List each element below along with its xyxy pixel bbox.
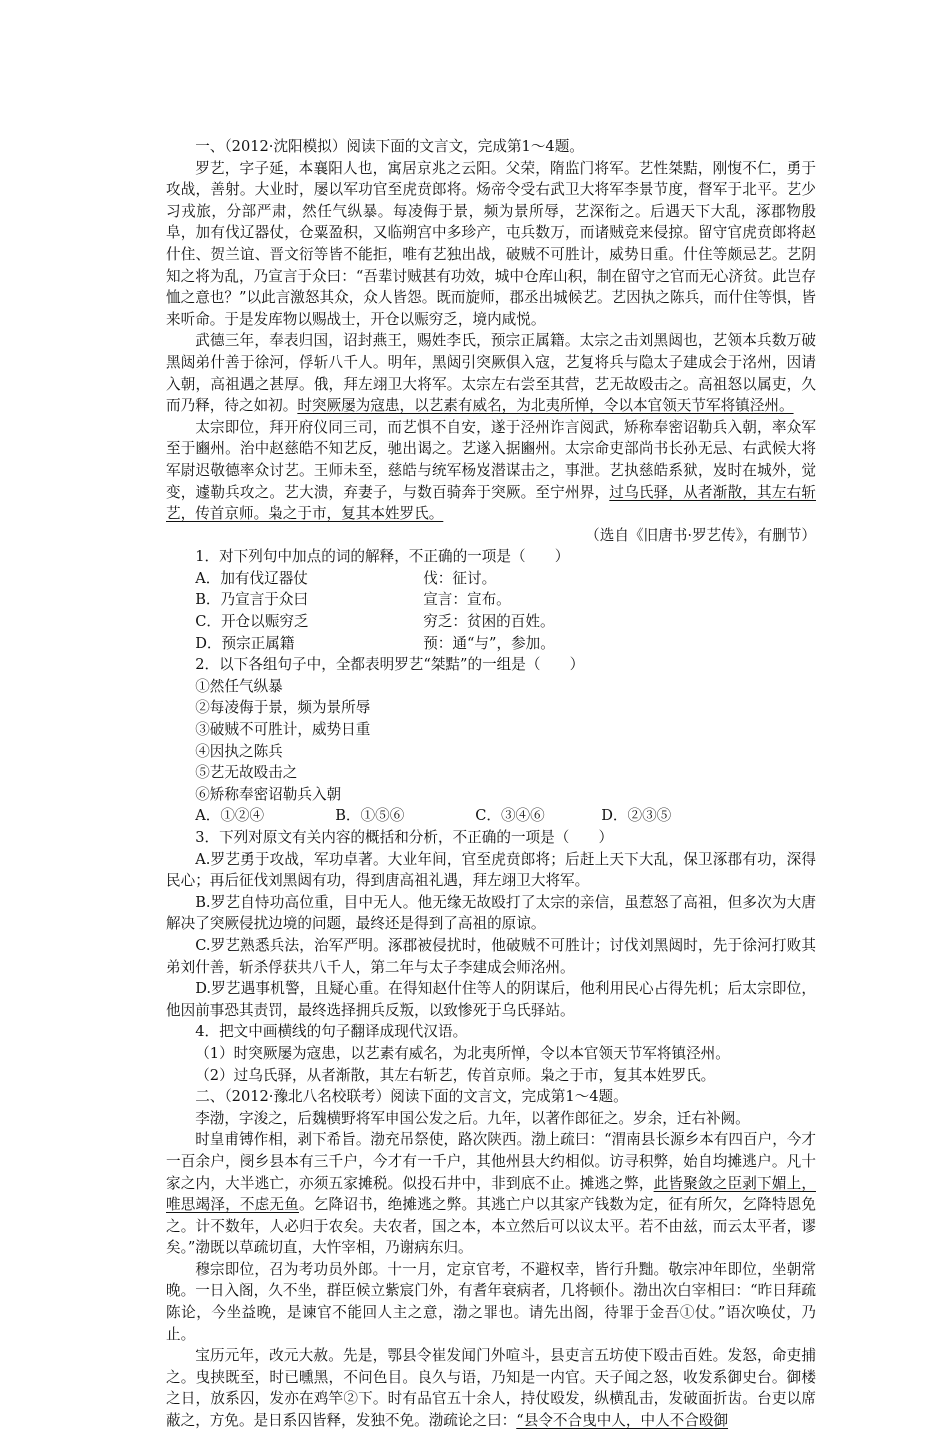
question-2-item: ①然任气纵暴 [195,677,283,695]
question-1-option-c [166,611,816,633]
option-text: D．预宗正属籍 [195,634,295,652]
question-2-item: ②每凌侮于景，频为景所辱 [195,699,371,717]
option-explanation: 伐：征讨。 [423,569,497,587]
question-4-sentence-1: （1）时突厥屡为寇患，以艺素有威名，为北夷所惮，令以本官领天节军将镇泾州。 [195,1044,730,1062]
question-3-option-a: A.罗艺勇于攻战，军功卓著。大业年间，官至虎贲郎将；后赶上天下大乱，保卫涿郡有功，深得民心；再后征伐刘黑闼有功，得到唐高祖礼遇，拜左翊卫大将军。 [166,850,816,890]
document-page [166,136,816,1432]
question-4-stem: 4．把文中画横线的句子翻译成现代汉语。 [195,1023,468,1041]
question-3-option-b: B.罗艺自恃功高位重，目中无人。他无缘无故殴打了太宗的亲信，虽惹怒了高祖，但多次为大唐解决了突厥侵扰边境的问题，最终还是得到了高祖的原谅。 [166,893,816,933]
section1-paragraph-3 [166,417,816,525]
option-text: A．加有伐辽器仗 [195,569,308,587]
underlined-sentence-1: 时突厥屡为寇患，以艺素有威名，为北夷所惮，令以本官领天节军将镇泾州。 [297,397,794,415]
question-2-item: ③破贼不可胜计，威势日重 [195,721,371,739]
paragraph-text: 武德三年，奉表归国，诏封燕王，赐姓李氏，预宗正属籍。太宗之击刘黑闼也，艺领本兵数万破黑闼弟什善于徐河，俘斩八千人。明年，黑闼引突厥俱入寇，艺复将兵与隐太子建成会于洺州，因请入朝，高祖遇之甚厚。俄，拜左翊卫大将军。太宗左右尝至其营，艺无故殴击之。高祖怒以属吏，久而乃释，待之如初。 [166,332,816,415]
paragraph-text: 。乞降诏书，绝摊逃之弊。其逃亡户以其家产钱数为定，征有所欠，乞降特恩免之。计不数年，人必归于农矣。夫农者，国之本，本立然后可以议太平。若不由兹，而云太平者，谬矣。”渤既以草疏切直，大忤宰相，乃谢病东归。 [166,1196,816,1257]
underlined-sentence-2: 过乌氏驿，从者渐散，其左右斩艺，传首京师。枭之于市，复其本姓罗氏。 [166,483,816,523]
section2-paragraph-3: 穆宗即位，召为考功员外郎。十一月，定京官考，不避权幸，皆行升黜。敬宗冲年即位，坐朝常晚。一日入阁，久不坐，群臣候立紫宸门外，有耆年衰病者，几将顿仆。渤出次白宰相曰：“昨日拜疏陈论，今坐益晚，是谏官不能回人主之意，渤之罪也。请先出阁，待罪于金吾①仗。”语次唤仗，乃止。 [166,1260,816,1343]
question-1-option-b [166,589,816,611]
question-2-stem: 2．以下各组句子中，全都表明罗艺“桀黠”的一组是（ ） [195,656,585,674]
question-3-option-d: D.罗艺遇事机警，且疑心重。在得知赵什住等人的阴谋后，他利用民心占得先机；后太宗即位，他因前事恐其责罚，最终选择拥兵反叛，以致惨死于乌氏驿站。 [166,980,816,1019]
section1-heading: 一、（2012·沈阳模拟）阅读下面的文言文，完成第1～4题。 [195,138,584,155]
question-3-stem: 3．下列对原文有关内容的概括和分析，不正确的一项是（ ） [195,829,614,846]
question-1-option-d [166,633,816,655]
paragraph-text: 宝历元年，改元大赦。先是，鄂县令崔发闻门外喧斗，县吏言五坊使下殴击百姓。发怒，命吏捕之。曳挟既至，时已曛黑，不问色目。良久与语，乃知是一内官。天子闻之怒，收发系御史台。御楼之日，放系囚，发亦在鸡竿②下。时有品官五十余人，持仗殴发，纵横乱击，发破面折齿。台吏以席蔽之，方免。是日系囚皆释，发独不免。渤疏论之曰： [166,1347,816,1430]
section2-paragraph-1: 李渤，字浚之，后魏横野将军申国公发之后。九年，以著作郎征之。岁余，迁右补阙。 [195,1109,750,1127]
question-1-option-a [166,568,816,590]
section2-heading: 二、（2012·豫北八名校联考）阅读下面的文言文，完成第1～4题。 [195,1088,628,1106]
option-explanation: 预：通“与”，参加。 [423,634,555,652]
source-note: （选自《旧唐书·罗艺传》，有删节） [585,526,816,544]
choice-c: C．③④⑥ [475,807,545,825]
section1-paragraph-2 [166,330,816,416]
paragraph-text: 太宗即位，拜开府仪同三司，而艺惧不自安，遂于泾州诈言阅武，矫称奉密诏勒兵入朝，率众军至于豳州。治中赵慈皓不知艺反，驰出谒之。艺遂入据豳州。太宗命吏部尚书长孙无忌、右武候大将军尉迟敬德率众讨艺。王师未至，慈皓与统军杨岌潜谋击之，事泄。艺执慈皓系狱，岌时在城外，觉变，遽勒兵攻之。艺大溃，弃妻子，与数百骑奔于突厥。至宁州界， [166,418,816,501]
option-explanation: 宣言：宣布。 [423,591,511,609]
question-1-stem: 1．对下列句中加点的词的解释，不正确的一项是（ ） [195,548,570,566]
option-text: C．开仓以赈穷乏 [195,613,309,631]
option-text: B．乃宣言于众曰 [195,591,309,609]
question-4-sentence-2: （2）过乌氏驿，从者渐散，其左右斩艺，传首京师。枭之于市，复其本姓罗氏。 [195,1066,716,1084]
choice-a: A．①②④ [195,807,265,825]
question-2-choices [166,805,816,827]
question-2-item: ④因执之陈兵 [195,742,283,760]
choice-d: D．②③⑤ [601,807,672,825]
paragraph-text: 时皇甫镈作相，剥下希旨。渤充吊祭使，路次陕西。渤上疏曰：“渭南县长源乡本有四百户，今才一百余户，阌乡县本有三千户，今才有一千户，其他州县大约相似。访寻积弊，始自均摊逃户。凡十家之内，大半逃亡，亦须五家摊税。似投石井中，非到底不止。摊逃之弊， [166,1131,816,1192]
section2-paragraph-2 [166,1129,816,1259]
question-2-item: ⑤艺无故殴击之 [195,764,298,782]
section2-paragraph-4 [166,1345,816,1431]
question-2-item: ⑥矫称奉密诏勒兵入朝 [195,785,342,803]
underlined-sentence: 此皆聚敛之臣剥下媚上，唯思竭泽，不虑无鱼 [166,1174,816,1214]
underlined-sentence: “县令不合曳中人，中人不合殴御 [516,1412,729,1430]
choice-b: B．①⑤⑥ [335,807,405,825]
question-3-option-c: C.罗艺熟悉兵法，治军严明。涿郡被侵扰时，他破贼不可胜计；讨伐刘黑闼时，先于徐河打败其弟刘什善，斩杀俘获共八千人，第二年与太子李建成会师洺州。 [166,936,816,976]
section1-paragraph-1: 罗艺，字子延，本襄阳人也，寓居京兆之云阳。父荣，隋监门将军。艺性桀黠，刚愎不仁，勇于攻战，善射。大业时，屡以军功官至虎贲郎将。炀帝令受右武卫大将军李景节度，督军于北平。艺少习戎旅，分部严肃，然任气纵暴。每凌侮于景，频为景所辱，艺深衔之。后遇天下大乱，涿郡物殷阜，加有伐辽器仗，仓粟盈积，又临朔宫中多珍产，屯兵数万，而诸贼竞来侵掠。留守官虎贲郎将赵什住、贺兰谊、晋文衍等皆不能拒，唯有艺独出战，破贼不可胜计，威势日重。什住等颇忌艺。艺阴知之将为乱，乃宣言于众曰：“吾辈讨贼甚有功效，城中仓库山积，制在留守之官而无心济贫。此岂存恤之意也？”以此言激怒其众，众人皆怨。既而旋师，郡丞出城候艺。艺因执之陈兵，而什住等惧，皆来听命。于是发库物以赐战士，开仓以赈穷乏，境内咸悦。 [166,159,816,328]
option-explanation: 穷乏：贫困的百姓。 [423,613,555,631]
